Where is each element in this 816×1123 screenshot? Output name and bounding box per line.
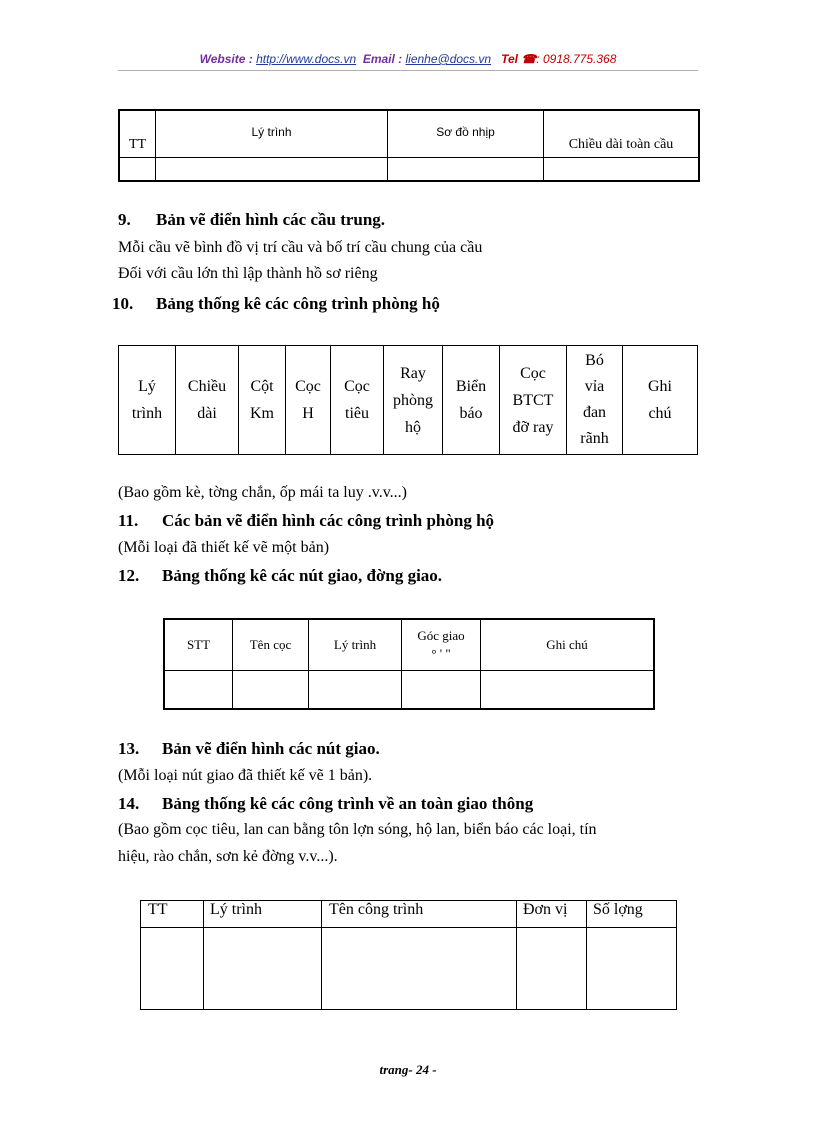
header-cell-stt: STT: [164, 619, 233, 670]
email-separator: :: [394, 52, 406, 66]
table-cell: [517, 928, 587, 1010]
header-cell-coc-btct: Cọc BTCT đỡ ray: [500, 346, 567, 455]
header-cell-bo-via: Bó vỉa đan rãnh: [567, 346, 623, 455]
header-cell-ray-phong-ho: Ray phòng hộ: [384, 346, 443, 455]
website-label: Website: [199, 52, 246, 66]
table-cell: [156, 157, 388, 181]
section-10-note: (Bao gồm kè, tờng chắn, ốp mái ta luy .v.v...): [118, 484, 407, 501]
junction-table: [163, 618, 655, 710]
email-label: Email: [362, 52, 395, 66]
header-cell-ly-trinh: Lý trình: [309, 619, 402, 670]
section-11-heading: 11. Các bản vẽ điển hình các công trình phòng hộ: [118, 511, 495, 530]
section-9-text-1: Mỗi cầu vẽ bình đồ vị trí cầu và bố trí cầu chung của cầu: [118, 239, 483, 256]
section-11-note: (Mỗi loại đã thiết kế vẽ một bản): [118, 539, 330, 556]
header-cell-ten-coc: Tên cọc: [233, 619, 309, 670]
table-cell: [544, 157, 700, 181]
table-cell: [402, 670, 481, 709]
header-cell-ten-cong-trinh: Tên công trình: [322, 901, 517, 928]
table-row: [164, 670, 654, 709]
header-cell-ghi-chu: Ghi chú: [623, 346, 698, 455]
section-14-text-1: (Bao gồm cọc tiêu, lan can bằng tôn lợn sóng, hộ lan, biển báo các loại, tín: [118, 821, 597, 838]
traffic-safety-table: [140, 900, 677, 1010]
header-cell-goc-giao: Góc giao ° ' ": [402, 619, 481, 670]
tel-label: Tel: [501, 52, 518, 66]
page-number: trang- 24 -: [379, 1062, 437, 1077]
protection-works-table: [118, 345, 698, 455]
section-12-heading: 12. Bảng thống kê các nút giao, đờng giao.: [118, 566, 443, 585]
table-cell: [164, 670, 233, 709]
table-cell: [587, 928, 677, 1010]
table-cell: [388, 157, 544, 181]
website-separator: :: [245, 52, 257, 66]
angle-marks: ° ' ": [431, 645, 451, 661]
section-10-heading: 10. Bảng thống kê các công trình phòng hộ: [112, 294, 440, 313]
header-cell-cot-km: Cột Km: [239, 346, 286, 455]
section-13-heading: 13. Bản vẽ điển hình các nút giao.: [118, 739, 380, 758]
table-row: [119, 157, 699, 181]
phone-icon: ☎: [521, 52, 537, 66]
table-row: [141, 928, 677, 1010]
section-9-text-2: Đối với cầu lớn thì lập thành hồ sơ riêng: [118, 265, 378, 282]
header-cell-bien-bao: Biển báo: [443, 346, 500, 455]
email-link[interactable]: lienhe@docs.vn: [405, 52, 492, 66]
header-cell-tt: TT: [119, 110, 156, 157]
table-cell: [233, 670, 309, 709]
header-cell-ly-trinh: Lý trình: [156, 110, 388, 157]
header-cell-coc-h: Cọc H: [286, 346, 331, 455]
header-divider: [118, 70, 698, 71]
table-cell: [141, 928, 204, 1010]
table-cell: [481, 670, 655, 709]
header-cell-don-vi: Đơn vị: [517, 901, 587, 928]
header-cell-coc-tieu: Cọc tiêu: [331, 346, 384, 455]
tel-number: : 0918.775.368: [536, 52, 617, 66]
table-cell: [119, 157, 156, 181]
header-cell-chieu-dai: Chiều dài toàn cầu: [544, 110, 700, 157]
header-cell-ly-trinh: Lý trình: [204, 901, 322, 928]
table-cell: [204, 928, 322, 1010]
page-header: [0, 52, 816, 66]
website-link[interactable]: http://www.docs.vn: [256, 52, 357, 66]
section-14-text-2: hiệu, rào chắn, sơn kẻ đờng v.v...).: [118, 848, 338, 865]
section-14-heading: 14. Bảng thống kê các công trình về an toàn giao thông: [118, 794, 534, 813]
header-cell-ghi-chu: Ghi chú: [481, 619, 655, 670]
table-cell: [309, 670, 402, 709]
table-cell: [322, 928, 517, 1010]
bridge-table: [118, 109, 700, 182]
section-9-heading: 9. Bản vẽ điển hình các cầu trung.: [118, 210, 386, 229]
header-cell-tt: TT: [141, 901, 204, 928]
header-cell-so-luong: Số lợng: [587, 901, 677, 928]
section-13-note: (Mỗi loại nút giao đã thiết kế vẽ 1 bản).: [118, 767, 373, 784]
header-cell-so-do-nhip: Sơ đồ nhịp: [388, 110, 544, 157]
header-cell-chieu-dai: Chiều dài: [176, 346, 239, 455]
header-cell-ly-trinh: Lý trình: [119, 346, 176, 455]
